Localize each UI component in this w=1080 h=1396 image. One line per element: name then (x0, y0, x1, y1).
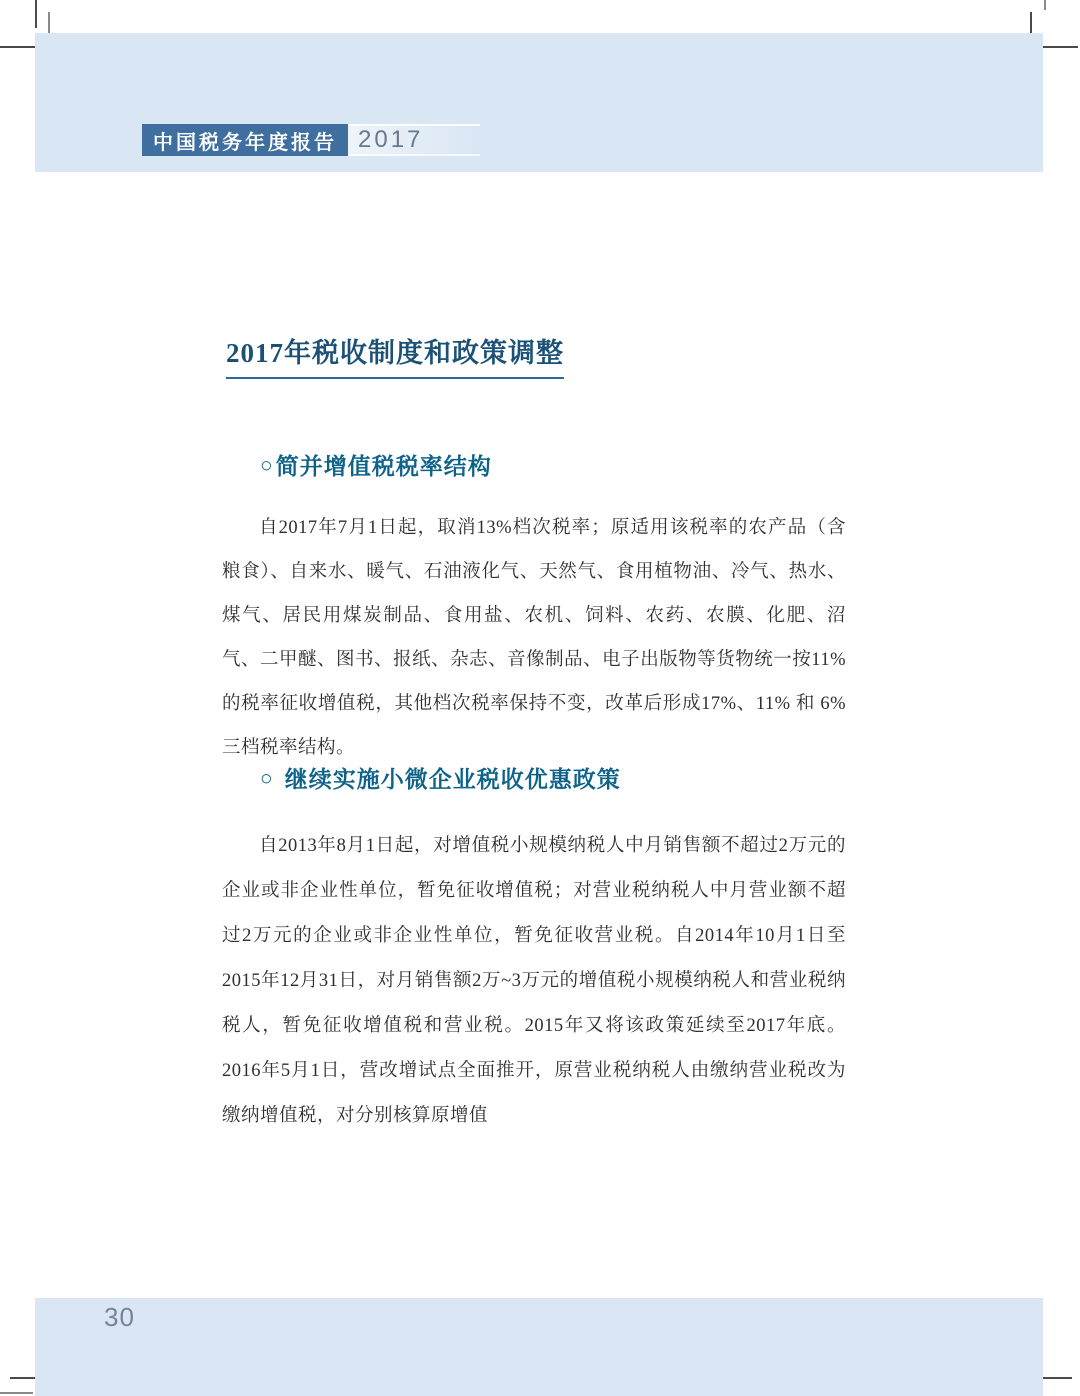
section-heading-vat-rate-structure (260, 448, 492, 481)
report-logo-title: 中国税务年度报告 (142, 124, 348, 156)
section-body-small-micro-enterprise-policy: 自2013年8月1日起，对增值税小规模纳税人中月销售额不超过2万元的企业或非企业性单位，暂免征收增值税；对营业税纳税人中月营业额不超过2万元的企业或非企业性单位，暂免征收营业税。自2014年10月1日至2015年12月31日，对月销售额2万~3万元的增值税小规模纳税人和营业税纳税人，暂免征收增值税和营业税。2015年又将该政策延续至2017年底。2016年5月1日，营改增试点全面推开，原营业税纳税人由缴纳营业税改为缴纳增值税，对分别核算原增值 (222, 836, 846, 1126)
crop-mark-top-left-horizontal (0, 46, 38, 48)
section-body-vat-rate-structure: 自2017年7月1日起，取消13%档次税率；原适用该税率的农产品（含粮食）、自来水、暖气、石油液化气、天然气、食用植物油、冷气、热水、煤气、居民用煤炭制品、食用盐、农机、饲料、农药、农膜、化肥、沼气、二甲醚、图书、报纸、杂志、音像制品、电子出版物等货物统一按11%的税率征收增值税，其他档次税率保持不变，改革后形成17%、11% 和 6%三档税率结构。 (222, 518, 846, 758)
section-heading-label: 简并增值税税率结构 (275, 454, 492, 479)
circle-bullet-icon: ○ (260, 766, 274, 790)
report-logo (142, 124, 480, 156)
crop-mark-bottom-left-horizontal (10, 1377, 38, 1379)
report-logo-year: 2017 (348, 124, 480, 156)
section-heading-small-micro-enterprise-policy (260, 761, 621, 794)
section-heading-label: 继续实施小微企业税收优惠政策 (284, 767, 621, 792)
crop-mark-top-right-vertical (1044, 0, 1046, 10)
circle-bullet-icon: ○ (260, 453, 274, 477)
page-number: 30 (104, 1302, 135, 1332)
crop-mark-top-left-vertical (35, 0, 37, 28)
crop-mark-bottom-left-outer-horizontal (0, 1392, 33, 1394)
crop-mark-top-right-horizontal (1041, 46, 1078, 48)
crop-mark-bottom-right-horizontal (1043, 1377, 1072, 1379)
footer-band (35, 1298, 1043, 1396)
page-title: 2017年税收制度和政策调整 (226, 331, 564, 379)
